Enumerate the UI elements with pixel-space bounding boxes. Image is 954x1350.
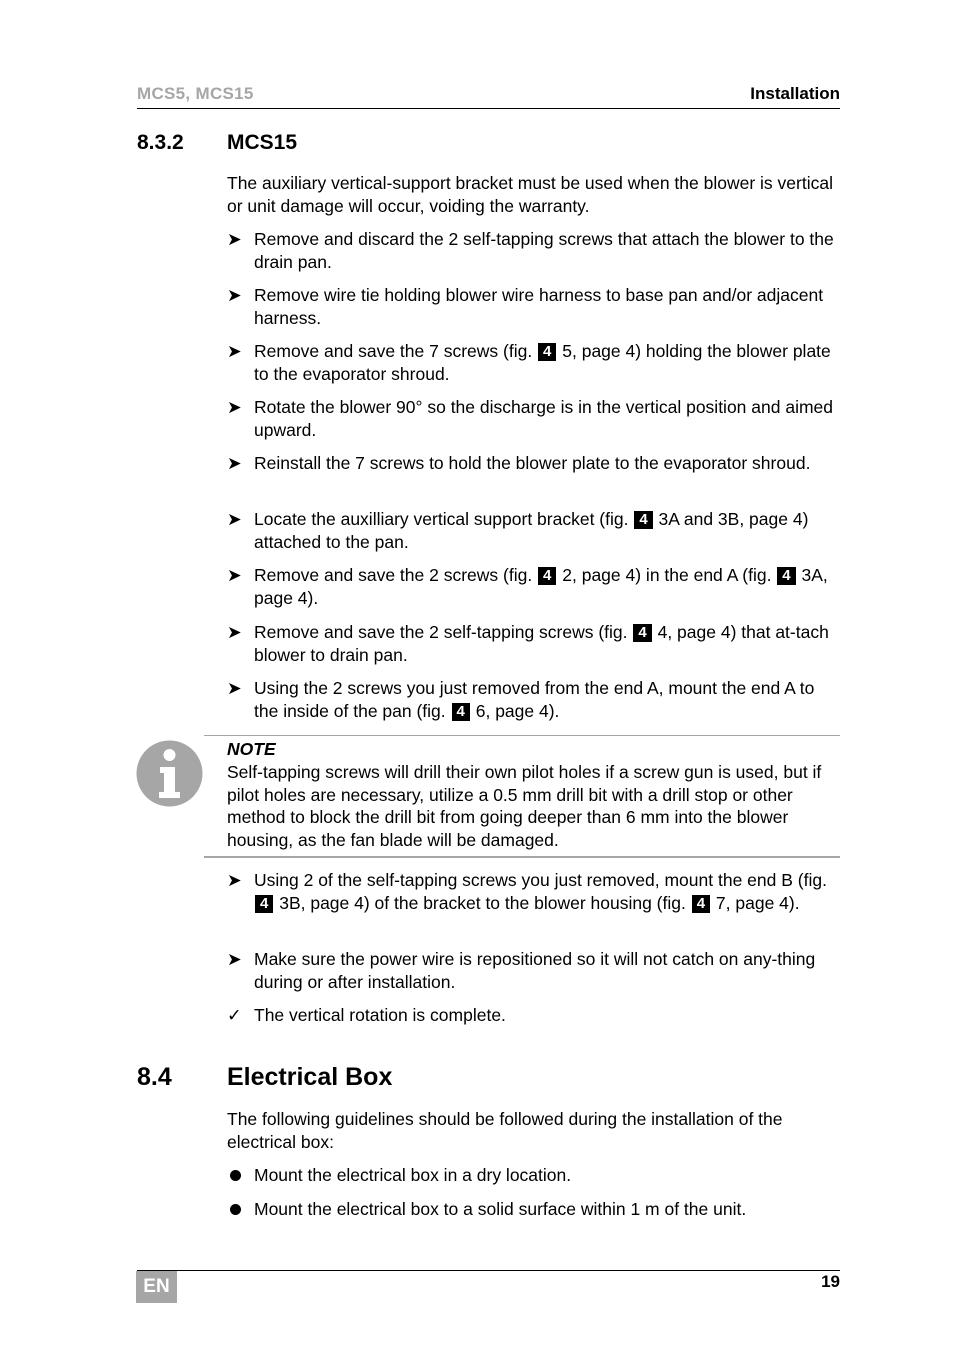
step-text: Remove and save the 7 screws (fig. <box>254 341 538 361</box>
figure-ref-badge: 4 <box>452 703 470 721</box>
arrow-icon: ➤ <box>227 509 242 529</box>
step-text: Remove and save the 2 screws (fig. <box>254 565 538 585</box>
note-top-rule <box>204 735 840 736</box>
step-item <box>227 340 842 385</box>
figure-ref-badge: 4 <box>634 511 652 529</box>
arrow-icon: ➤ <box>227 285 242 305</box>
page-number: 19 <box>821 1272 840 1291</box>
arrow-icon: ➤ <box>227 949 242 969</box>
step-text: 2, page 4) in the end A (fig. <box>557 565 777 585</box>
step-text: 5, page 4) holding the blower plate to the evaporator shroud. <box>254 341 831 384</box>
step-item <box>227 228 842 273</box>
footer-rule <box>137 1270 840 1271</box>
figure-ref-badge: 4 <box>692 895 710 913</box>
figure-ref-badge: 4 <box>538 343 556 361</box>
step-item <box>227 396 842 441</box>
bullet-icon <box>230 1170 241 1181</box>
note-bottom-rule <box>204 856 840 858</box>
intro-paragraph: The auxiliary vertical-support bracket must be used when the blower is vertical or unit damage will occur, voiding the warranty. <box>227 173 833 216</box>
step-text: Locate the auxilliary vertical support bracket (fig. <box>254 509 634 529</box>
step-item <box>227 508 842 553</box>
electrical-intro: The following guidelines should be followed during the installation of the electrical box: <box>227 1109 783 1152</box>
step-text: Rotate the blower 90° so the discharge is in the vertical position and aimed upward. <box>254 397 833 440</box>
step-text: 3A and 3B, page 4) attached to the pan. <box>254 509 809 552</box>
step-text: Remove and discard the 2 self-tapping screws that attach the blower to the drain pan. <box>254 229 834 272</box>
bullet-item <box>227 1164 842 1187</box>
result-text: The vertical rotation is complete. <box>254 1005 506 1025</box>
header-chapter: Installation <box>750 84 840 103</box>
step-text: Make sure the power wire is repositioned so it will not catch on any-thing during or after installation. <box>254 949 816 992</box>
section-title: Electrical Box <box>227 1063 393 1091</box>
step-text: 4, page 4) that at-tach blower to drain pan. <box>254 622 829 665</box>
figure-ref-badge: 4 <box>538 567 556 585</box>
note-text: Self-tapping screws will drill their own pilot holes if a screw gun is used, but if pilot holes are necessary, utilize a 0.5 mm drill bit with a drill stop or other method to block the drill bit from going deeper than 6 mm into the blower housing, as the fan blade will be damaged. <box>227 762 822 850</box>
arrow-icon: ➤ <box>227 678 242 698</box>
header-product: MCS5, MCS15 <box>137 84 254 103</box>
arrow-icon: ➤ <box>227 341 242 361</box>
arrow-icon: ➤ <box>227 565 242 585</box>
step-item <box>227 677 842 722</box>
note-title: NOTE <box>227 739 276 759</box>
step-item <box>227 564 842 609</box>
language-badge: EN <box>136 1271 177 1303</box>
step-item <box>227 621 842 666</box>
figure-ref-badge: 4 <box>255 895 273 913</box>
figure-ref-badge: 4 <box>633 624 651 642</box>
step-text: 3A, page 4). <box>254 565 828 608</box>
step-text: Using 2 of the self-tapping screws you just removed, mount the end B (fig. <box>254 870 827 890</box>
section-number: 8.3.2 <box>137 131 184 154</box>
bullet-text: Mount the electrical box to a solid surface within 1 m of the unit. <box>254 1199 747 1219</box>
section-number: 8.4 <box>137 1063 172 1091</box>
check-icon: ✓ <box>227 1005 242 1025</box>
arrow-icon: ➤ <box>227 397 242 417</box>
figure-ref-badge: 4 <box>777 567 795 585</box>
result-item <box>227 1004 842 1027</box>
bullet-icon <box>230 1204 241 1215</box>
arrow-icon: ➤ <box>227 229 242 249</box>
section-title: MCS15 <box>227 131 298 154</box>
step-item <box>227 452 842 475</box>
step-text: Remove and save the 2 self-tapping screws (fig. <box>254 622 633 642</box>
step-item <box>227 948 842 993</box>
bullet-text: Mount the electrical box in a dry location. <box>254 1165 572 1185</box>
step-item <box>227 284 842 329</box>
step-text: Using the 2 screws you just removed from the end A, mount the end A to the inside of the pan (fig. <box>254 678 815 721</box>
step-text: Remove wire tie holding blower wire harness to base pan and/or adjacent harness. <box>254 285 824 328</box>
arrow-icon: ➤ <box>227 453 242 473</box>
step-text: 3B, page 4) of the bracket to the blower housing (fig. <box>274 892 691 913</box>
arrow-icon: ➤ <box>227 870 242 890</box>
step-text: Reinstall the 7 screws to hold the blower plate to the evaporator shroud. <box>254 453 811 473</box>
step-text: 7, page 4). <box>711 892 800 913</box>
header-rule <box>137 108 840 109</box>
step-text: 6, page 4). <box>470 700 560 721</box>
info-icon <box>136 740 203 807</box>
step-item <box>227 869 842 914</box>
bullet-item <box>227 1198 842 1221</box>
arrow-icon: ➤ <box>227 622 242 642</box>
